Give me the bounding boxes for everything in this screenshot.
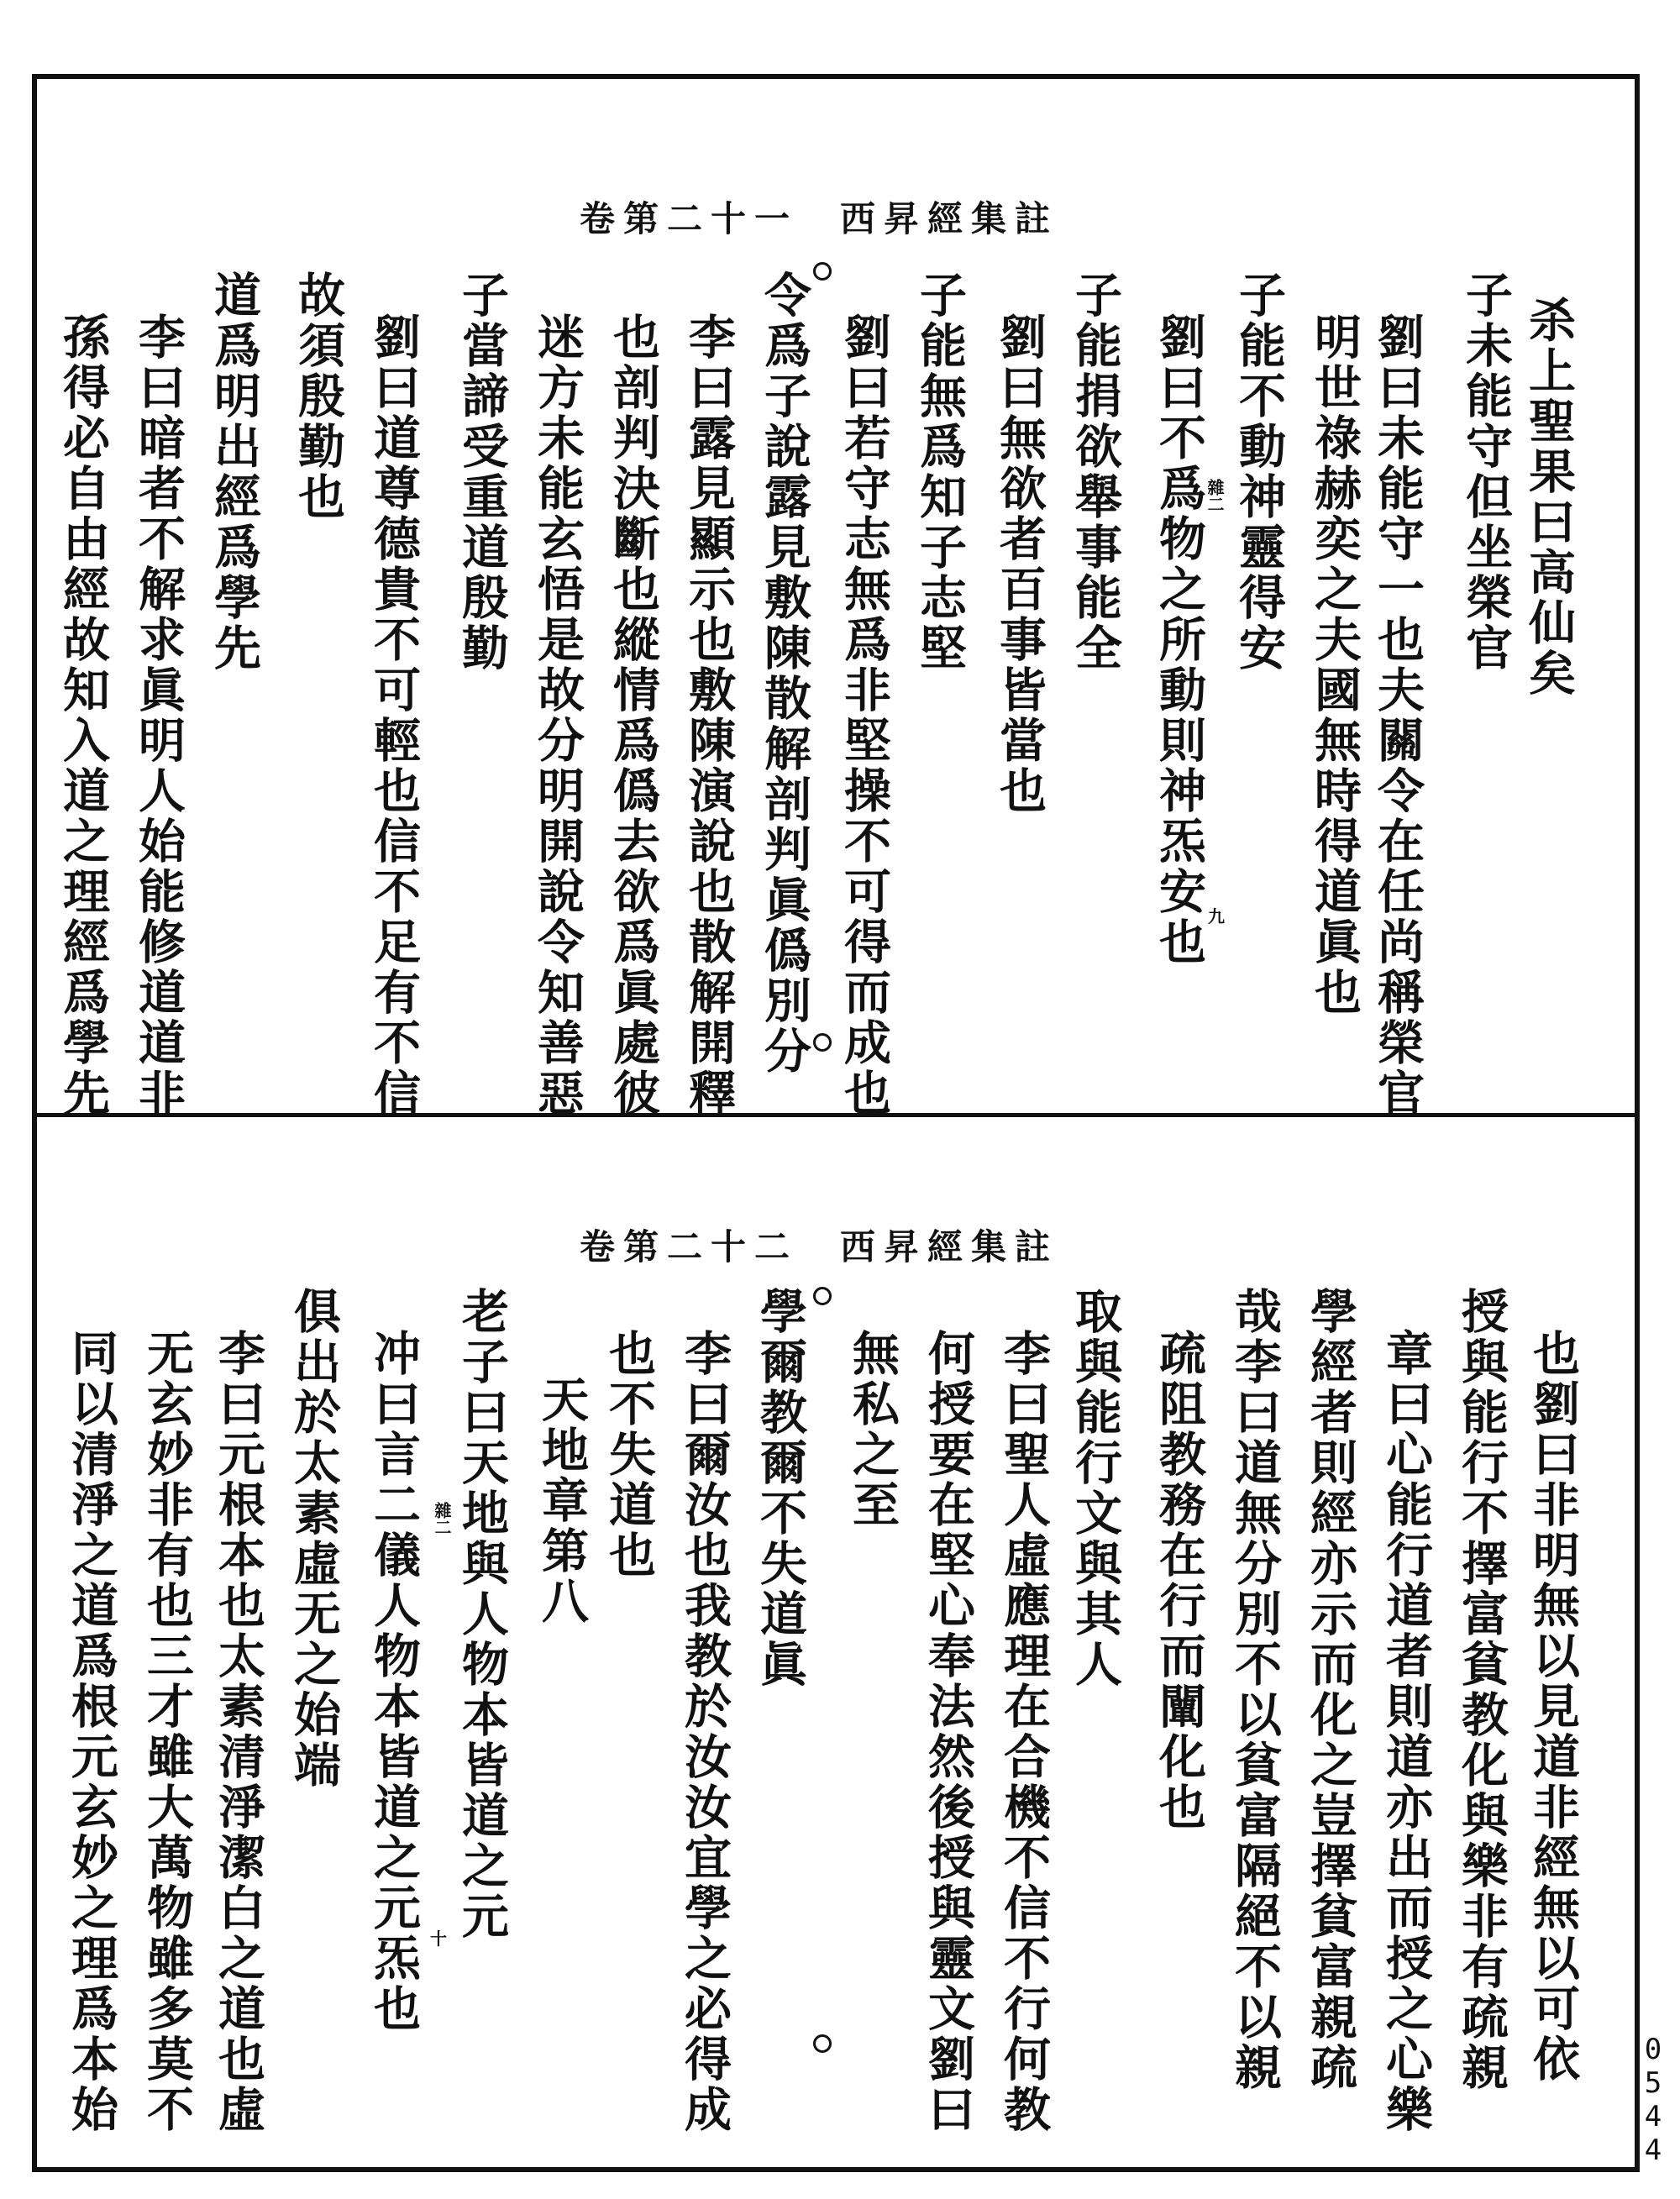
text-column: 劉曰未能守一也夫關令在任尚稱榮官 <box>1370 312 1425 1119</box>
text-column: 劉曰無欲者百事皆當也 <box>992 312 1047 816</box>
side-digit: 4 <box>1644 2100 1662 2133</box>
text-column: 老子曰天地與人物本皆道之元 <box>454 1287 510 1942</box>
text-column: 子能捐欲舉事能全 <box>1068 270 1123 674</box>
circle-marker <box>813 1033 832 1052</box>
text-column: 子未能守但坐榮官 <box>1458 270 1514 674</box>
text-column: 冲曰言二儀人物本皆道之元炁也 <box>366 1329 422 2034</box>
text-column: 令爲子說露見敷陳散解剖判眞僞別分 <box>757 270 812 1077</box>
text-column: 子當諦受重道殷勤 <box>454 270 510 674</box>
text-column: 取與能行文與其人 <box>1068 1287 1123 1690</box>
text-column: 李曰露見顯示也敷陳演說也散解開釋 <box>681 312 737 1119</box>
page-number: 九 <box>1208 906 1225 926</box>
text-column: 李曰元根本也太素清淨潔白之道也虛 <box>211 1329 266 2135</box>
circle-marker <box>813 1287 832 1305</box>
text-column: 杀上聖果曰高仙矣 <box>1521 296 1577 699</box>
text-column: 天地章第八 <box>534 1375 590 1627</box>
text-column: 李曰聖人虛應理在合機不信不行何教 <box>996 1329 1052 2135</box>
text-column: 子能不動神靈得安 <box>1231 270 1287 674</box>
bottom-header-left: 西昇經集註 <box>840 1226 1059 1267</box>
text-column: 學經者則經亦示而化之豈擇貧富親疏 <box>1303 1287 1358 2093</box>
text-column: 明世祿赫奕之夫國無時得道眞也 <box>1307 312 1362 1018</box>
text-column: 俱出於太素虛无之始端 <box>286 1287 342 1791</box>
side-page-number <box>1636 2033 1670 2167</box>
text-column: 劉曰不爲物之所動則神炁安也 <box>1152 312 1207 968</box>
text-column: 子能無爲知子志堅 <box>912 270 968 674</box>
side-digit: 0 <box>1644 2033 1662 2066</box>
text-column: 哉李曰道無分別不以貧富隔絕不以親 <box>1227 1287 1283 2093</box>
text-column: 也劉曰非明無以見道非經無以可依 <box>1525 1329 1581 2085</box>
page-number: 十 <box>430 1929 447 1949</box>
side-digit: 4 <box>1644 2133 1662 2167</box>
text-column: 章曰心能行道者則道亦出而授之心樂 <box>1378 1329 1434 2135</box>
text-column: 劉曰道尊德貴不可輕也信不足有不信 <box>366 312 422 1119</box>
text-column: 无玄妙非有也三才雖大萬物雖多莫不 <box>139 1329 195 2135</box>
text-column: 迷方未能玄悟是故分明開說令知善惡 <box>530 312 585 1119</box>
text-column: 無私之至 <box>845 1329 900 1530</box>
text-column: 孫得必自由經故知入道之理經爲學先 <box>55 312 111 1119</box>
top-header-right: 卷第二十一 <box>580 198 799 239</box>
text-column: 疏阻教務在行而闡化也 <box>1152 1329 1207 1833</box>
text-column: 故須殷勤也 <box>291 270 346 522</box>
top-header <box>580 192 1058 242</box>
text-column: 李曰爾汝也我教於汝汝宜學之必得成 <box>677 1329 732 2135</box>
bottom-header <box>580 1220 1058 1270</box>
circle-marker <box>813 2034 832 2053</box>
text-column: 道爲明出經爲學先 <box>207 270 262 674</box>
text-column: 學爾教爾不失道眞 <box>753 1287 808 1690</box>
text-column: 授與能行不擇富貧教化與樂非有疏親 <box>1454 1287 1509 2093</box>
bottom-header-right: 卷第二十二 <box>580 1226 799 1267</box>
text-column: 李曰暗者不解求眞明人始能修道道非 <box>131 312 186 1119</box>
margin-mark: 雜二 <box>432 1502 452 1535</box>
side-digit: 5 <box>1644 2066 1662 2100</box>
text-column: 劉曰若守志無爲非堅操不可得而成也 <box>837 312 892 1119</box>
margin-mark: 雜二 <box>1205 479 1225 512</box>
text-column: 何授要在堅心奉法然後授與靈文劉曰 <box>921 1329 976 2135</box>
top-header-left: 西昇經集註 <box>840 198 1059 239</box>
text-column: 也剖判決斷也縱情爲僞去欲爲眞處彼 <box>606 312 661 1119</box>
text-column: 也不失道也 <box>601 1329 657 1581</box>
circle-marker <box>813 262 832 281</box>
text-column: 同以清淨之道爲根元玄妙之理爲本始 <box>64 1329 119 2135</box>
